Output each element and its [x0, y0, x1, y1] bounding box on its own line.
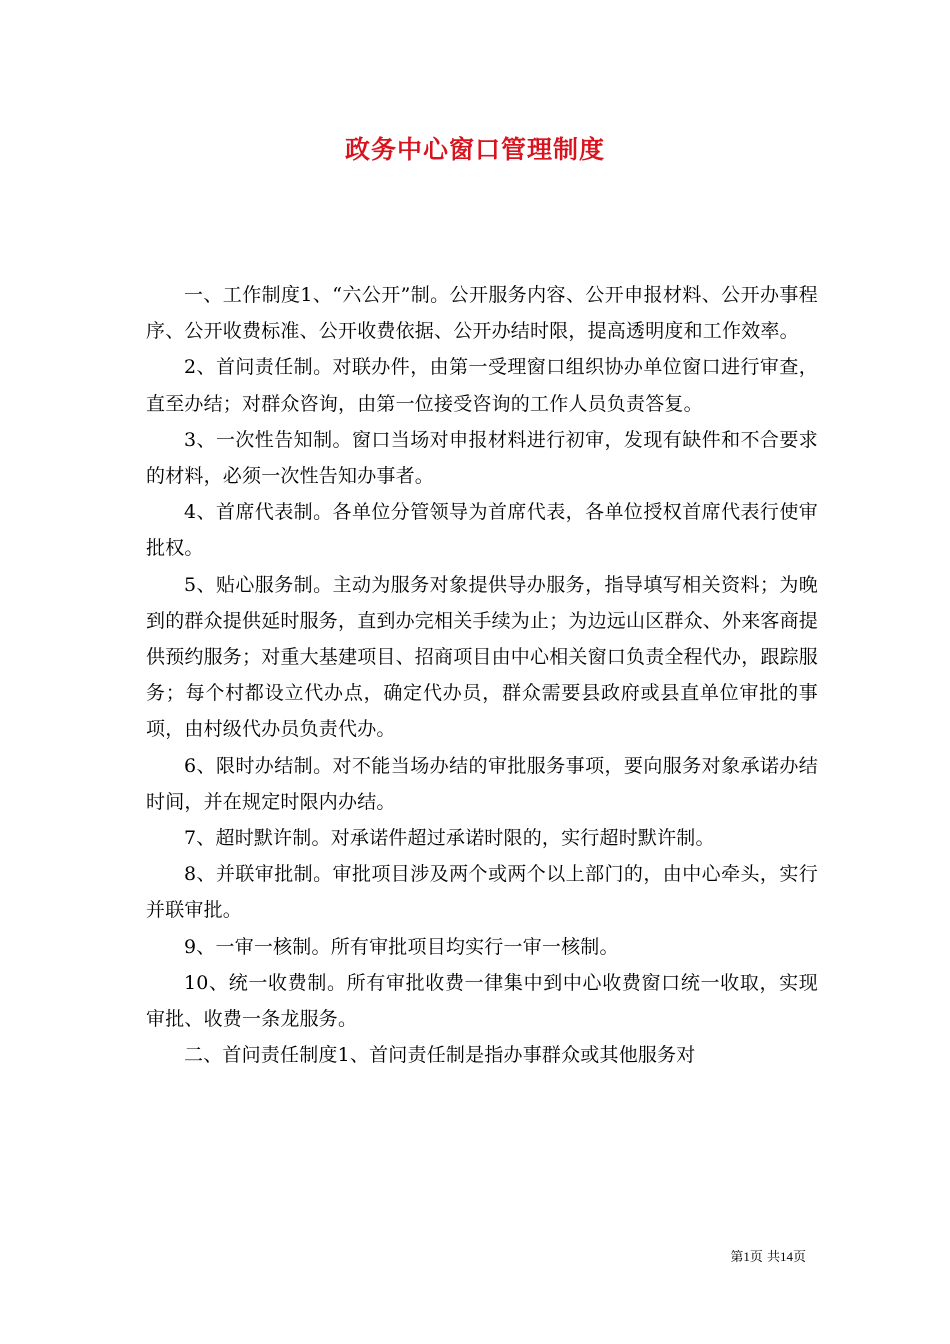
paragraph: 2、首问责任制。对联办件，由第一受理窗口组织协办单位窗口进行审查，直至办结；对群众咨询，由第一位接受咨询的工作人员负责答复。: [146, 356, 818, 415]
paragraph: 3、一次性告知制。窗口当场对申报材料进行初审，发现有缺件和不合要求的材料，必须一次性告知办事者。: [146, 428, 818, 488]
paragraph: 10、统一收费制。所有审批收费一律集中到中心收费窗口统一收取，实现审批、收费一条龙服务。: [146, 971, 818, 1031]
paragraph: 5、贴心服务制。主动为服务对象提供导办服务，指导填写相关资料；为晚到的群众提供延时服务，直到办完相关手续为止；为边远山区群众、外来客商提供预约服务；对重大基建项目、招商项目由中心相关窗口负责全程代办，跟踪服务；每个村都设立代办点，确定代办员，群众需要县政府或县直单位审批的事项，由村级代办员负责代办。: [146, 573, 819, 741]
paragraph: 4、首席代表制。各单位分管领导为首席代表，各单位授权首席代表行使审批权。: [146, 501, 818, 560]
paragraph: 二、首问责任制度1、首问责任制是指办事群众或其他服务对: [184, 1044, 696, 1067]
total-page-count: 14: [779, 1249, 793, 1264]
footer-middle: 页 共: [749, 1250, 780, 1265]
document-body: [146, 277, 818, 1073]
document-title: 政务中心窗口管理制度: [344, 135, 605, 164]
paragraph: 7、超时默许制。对承诺件超过承诺时限的，实行超时默许制。: [184, 827, 715, 850]
paragraph: 9、一审一核制。所有审批项目均实行一审一核制。: [184, 935, 619, 958]
paragraph: 8、并联审批制。审批项目涉及两个或两个以上部门的，由中心牵头，实行并联审批。: [146, 863, 818, 922]
current-page-number: 1: [743, 1249, 750, 1264]
paragraph: 6、限时办结制。对不能当场办结的审批服务事项，要向服务对象承诺办结时间，并在规定时限内办结。: [146, 754, 818, 813]
page-number-footer: [730, 1248, 806, 1267]
footer-prefix: 第: [730, 1250, 744, 1265]
paragraph: 一、工作制度1、“六公开”制。公开服务内容、公开申报材料、公开办事程序、公开收费标准、公开收费依据、公开办结时限，提高透明度和工作效率。: [146, 284, 818, 343]
footer-suffix: 页: [792, 1250, 806, 1265]
